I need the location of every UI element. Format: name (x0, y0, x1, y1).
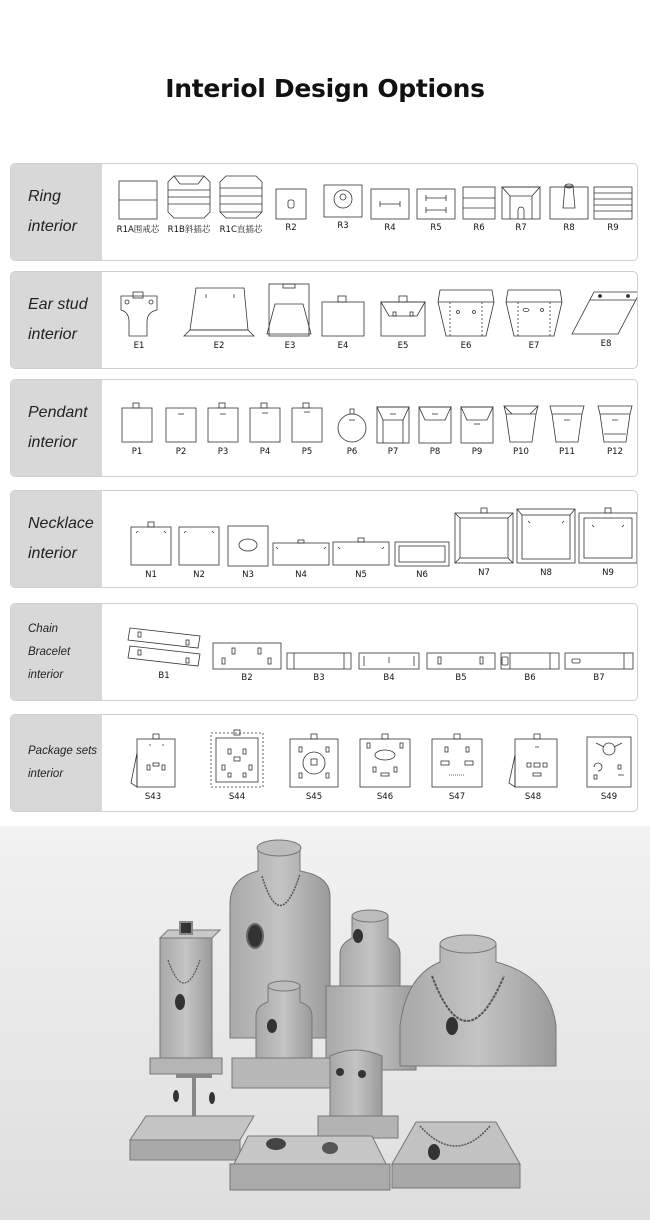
option-b6[interactable]: B6 (499, 652, 561, 683)
ear-stud-interior-panel (10, 271, 638, 369)
option-s47[interactable]: S47 (429, 733, 485, 802)
option-n2[interactable]: N2 (177, 521, 221, 580)
option-n8[interactable]: N8 (515, 507, 577, 578)
option-r6[interactable]: R6 (459, 186, 499, 233)
option-n4[interactable]: N4 (271, 539, 331, 580)
chain-bracelet-interior-panel (10, 603, 638, 701)
option-p6[interactable]: P6 (333, 408, 371, 457)
option-p1[interactable]: P1 (117, 402, 157, 457)
option-p7[interactable]: P7 (373, 406, 413, 457)
option-e4[interactable]: E4 (319, 294, 367, 351)
option-e5[interactable]: E5 (377, 294, 429, 351)
option-s46[interactable]: S46 (357, 733, 413, 802)
ear-stud-interior-label: Ear stud interior (11, 272, 102, 368)
option-e8[interactable]: E8 (569, 290, 638, 349)
option-e6[interactable]: E6 (435, 288, 497, 351)
option-n5[interactable]: N5 (331, 537, 391, 580)
option-n6[interactable]: N6 (393, 541, 451, 580)
option-b4[interactable]: B4 (357, 652, 421, 683)
chain-bracelet-interior-label: Chain Bracelet interior (11, 604, 102, 700)
display-stands-illustration (0, 826, 650, 1220)
option-r1a[interactable]: R1A围戒芯 (113, 180, 163, 235)
option-n9[interactable]: N9 (577, 507, 638, 578)
page-title: Interiol Design Options (165, 74, 485, 103)
necklace-interior-label: Necklace interior (11, 491, 102, 587)
option-b7[interactable]: B7 (563, 652, 635, 683)
option-r8[interactable]: R8 (547, 178, 591, 233)
option-p3[interactable]: P3 (203, 402, 243, 457)
pendant-interior-panel (10, 379, 638, 477)
ring-interior-label: Ring interior (11, 164, 102, 260)
option-e1[interactable]: E1 (115, 288, 163, 351)
package-sets-interior-panel (10, 714, 638, 812)
option-r1c[interactable]: R1C直插芯 (215, 174, 267, 235)
option-s48[interactable]: S48 (505, 733, 561, 802)
option-b1[interactable]: B1 (125, 626, 203, 681)
option-r4[interactable]: R4 (367, 188, 413, 233)
option-s43[interactable]: S43 (127, 733, 179, 802)
ring-interior-panel (10, 163, 638, 261)
option-r3[interactable]: R3 (319, 184, 367, 231)
option-n3[interactable]: N3 (225, 525, 271, 580)
option-b3[interactable]: B3 (285, 652, 353, 683)
option-p2[interactable]: P2 (161, 402, 201, 457)
option-p9[interactable]: P9 (457, 406, 497, 457)
option-p4[interactable]: P4 (245, 402, 285, 457)
option-r1b[interactable]: R1B斜插芯 (163, 174, 215, 235)
option-e3[interactable]: E3 (263, 282, 317, 351)
option-p10[interactable]: P10 (499, 404, 543, 457)
option-r9[interactable]: R9 (591, 186, 635, 233)
option-s45[interactable]: S45 (287, 733, 341, 802)
necklace-interior-panel (10, 490, 638, 588)
option-e7[interactable]: E7 (503, 288, 565, 351)
option-r7[interactable]: R7 (499, 186, 543, 233)
option-p11[interactable]: P11 (545, 404, 589, 457)
option-n1[interactable]: N1 (129, 521, 173, 580)
option-r5[interactable]: R5 (413, 188, 459, 233)
jewelry-display-photo (0, 826, 650, 1220)
package-sets-interior-label: Package sets interior (11, 715, 102, 811)
pendant-interior-label: Pendant interior (11, 380, 102, 476)
option-r2[interactable]: R2 (271, 188, 311, 233)
option-s49[interactable]: S49 (583, 735, 635, 802)
option-n7[interactable]: N7 (453, 507, 515, 578)
option-b2[interactable]: B2 (211, 642, 283, 683)
option-p12[interactable]: P12 (593, 404, 637, 457)
option-p5[interactable]: P5 (287, 402, 327, 457)
option-b5[interactable]: B5 (425, 652, 497, 683)
option-s44[interactable]: S44 (207, 729, 267, 802)
option-e2[interactable]: E2 (181, 286, 257, 351)
option-p8[interactable]: P8 (415, 406, 455, 457)
